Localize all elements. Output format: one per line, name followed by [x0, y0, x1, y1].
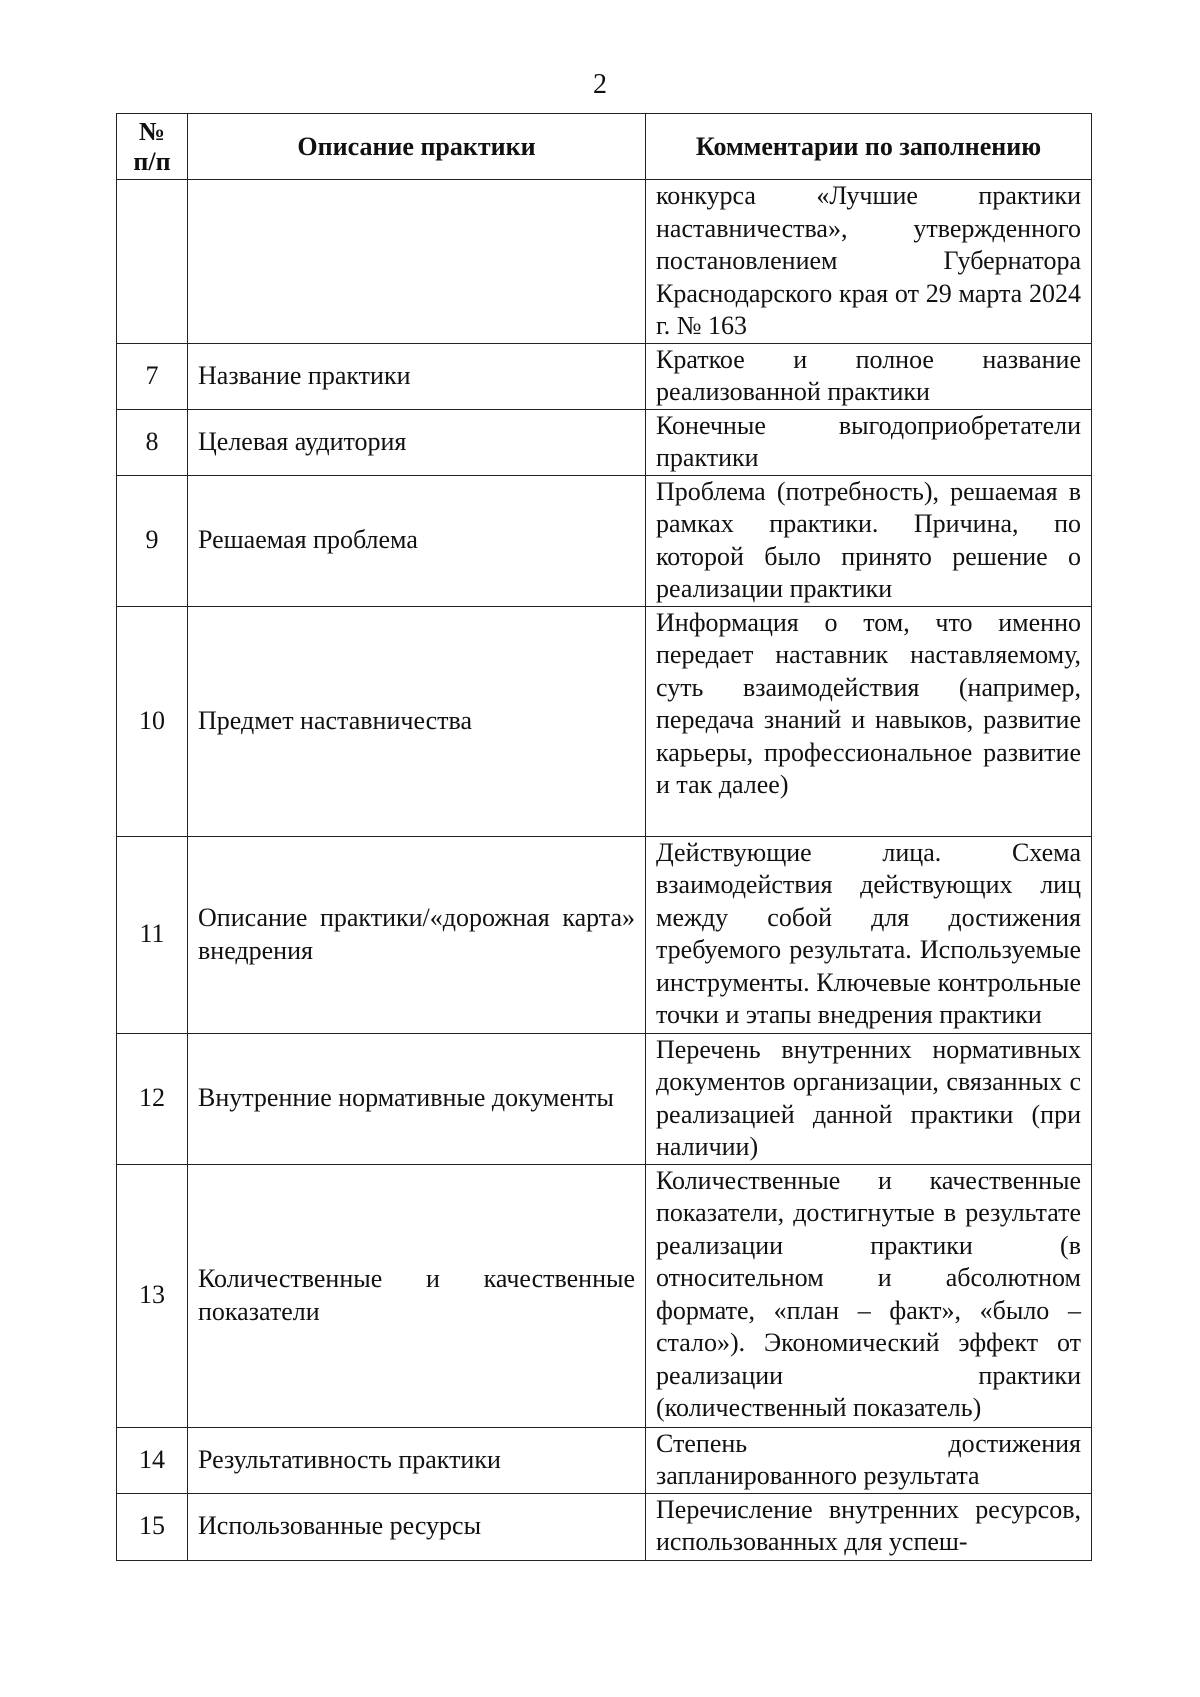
- row-description: Название практики: [188, 343, 646, 409]
- row-description: Целевая аудитория: [188, 409, 646, 475]
- header-description: Описание практики: [188, 114, 646, 180]
- table-row: [117, 1493, 1092, 1560]
- table-row: [117, 409, 1092, 475]
- row-number: 9: [117, 475, 188, 606]
- row-comment: Степень достижения запланированного результата: [646, 1427, 1092, 1493]
- row-comment: Информация о том, что именно передает наставник наставляемому, суть взаимодействия (например, передача знаний и навыков, развитие карьеры, профессиональное развитие и так далее): [646, 606, 1092, 836]
- header-comments: Комментарии по заполнению: [646, 114, 1092, 180]
- table-row: [117, 343, 1092, 409]
- table-row: [117, 1164, 1092, 1427]
- row-comment: Краткое и полное название реализованной практики: [646, 343, 1092, 409]
- row-comment: конкурса «Лучшие практики наставничества», утвержденного постановлением Губернатора Краснодарского края от 29 марта 2024 г. № 163: [646, 180, 1092, 344]
- row-number: 15: [117, 1493, 188, 1560]
- table-row: [117, 475, 1092, 606]
- row-comment: Количественные и качественные показатели, достигнутые в результате реализации практики (в относительном и абсолютном формате, «план – факт», «было – стало»). Экономический эффект от реализации практики (количественный показатель): [646, 1164, 1092, 1427]
- row-comment: Перечень внутренних нормативных документов организации, связанных с реализацией данной практики (при наличии): [646, 1033, 1092, 1164]
- header-number: [117, 114, 188, 180]
- table-header: [117, 114, 1092, 180]
- header-row: [117, 114, 1092, 180]
- practice-description-table: [116, 113, 1092, 1561]
- header-number-line2: п/п: [133, 146, 171, 176]
- table-row: [117, 836, 1092, 1033]
- row-description: Количественные и качественные показатели: [188, 1164, 646, 1427]
- row-description: Решаемая проблема: [188, 475, 646, 606]
- row-number: 8: [117, 409, 188, 475]
- row-comment: Действующие лица. Схема взаимодействия действующих лиц между собой для достижения требуемого результата. Используемые инструменты. Ключевые контрольные точки и этапы внедрения практики: [646, 836, 1092, 1033]
- row-number: 11: [117, 836, 188, 1033]
- row-comment: Перечисление внутренних ресурсов, использованных для успеш-: [646, 1493, 1092, 1560]
- row-description: Результативность практики: [188, 1427, 646, 1493]
- table-row: [117, 180, 1092, 344]
- row-number: 7: [117, 343, 188, 409]
- table-body: [117, 180, 1092, 1561]
- table-row: [117, 1033, 1092, 1164]
- table-row: [117, 606, 1092, 836]
- row-comment: Конечные выгодоприобретатели практики: [646, 409, 1092, 475]
- table-row: [117, 1427, 1092, 1493]
- header-number-line1: №: [138, 116, 166, 146]
- page-number: 2: [593, 69, 607, 100]
- row-number: [117, 180, 188, 344]
- row-number: 14: [117, 1427, 188, 1493]
- row-description: Использованные ресурсы: [188, 1493, 646, 1560]
- row-description: Внутренние нормативные документы: [188, 1033, 646, 1164]
- row-number: 13: [117, 1164, 188, 1427]
- row-description: Предмет наставничества: [188, 606, 646, 836]
- row-description: [188, 180, 646, 344]
- row-number: 12: [117, 1033, 188, 1164]
- row-comment: Проблема (потребность), решаемая в рамках практики. Причина, по которой было принято решение о реализации практики: [646, 475, 1092, 606]
- row-number: 10: [117, 606, 188, 836]
- row-description: Описание практики/«дорожная карта» внедрения: [188, 836, 646, 1033]
